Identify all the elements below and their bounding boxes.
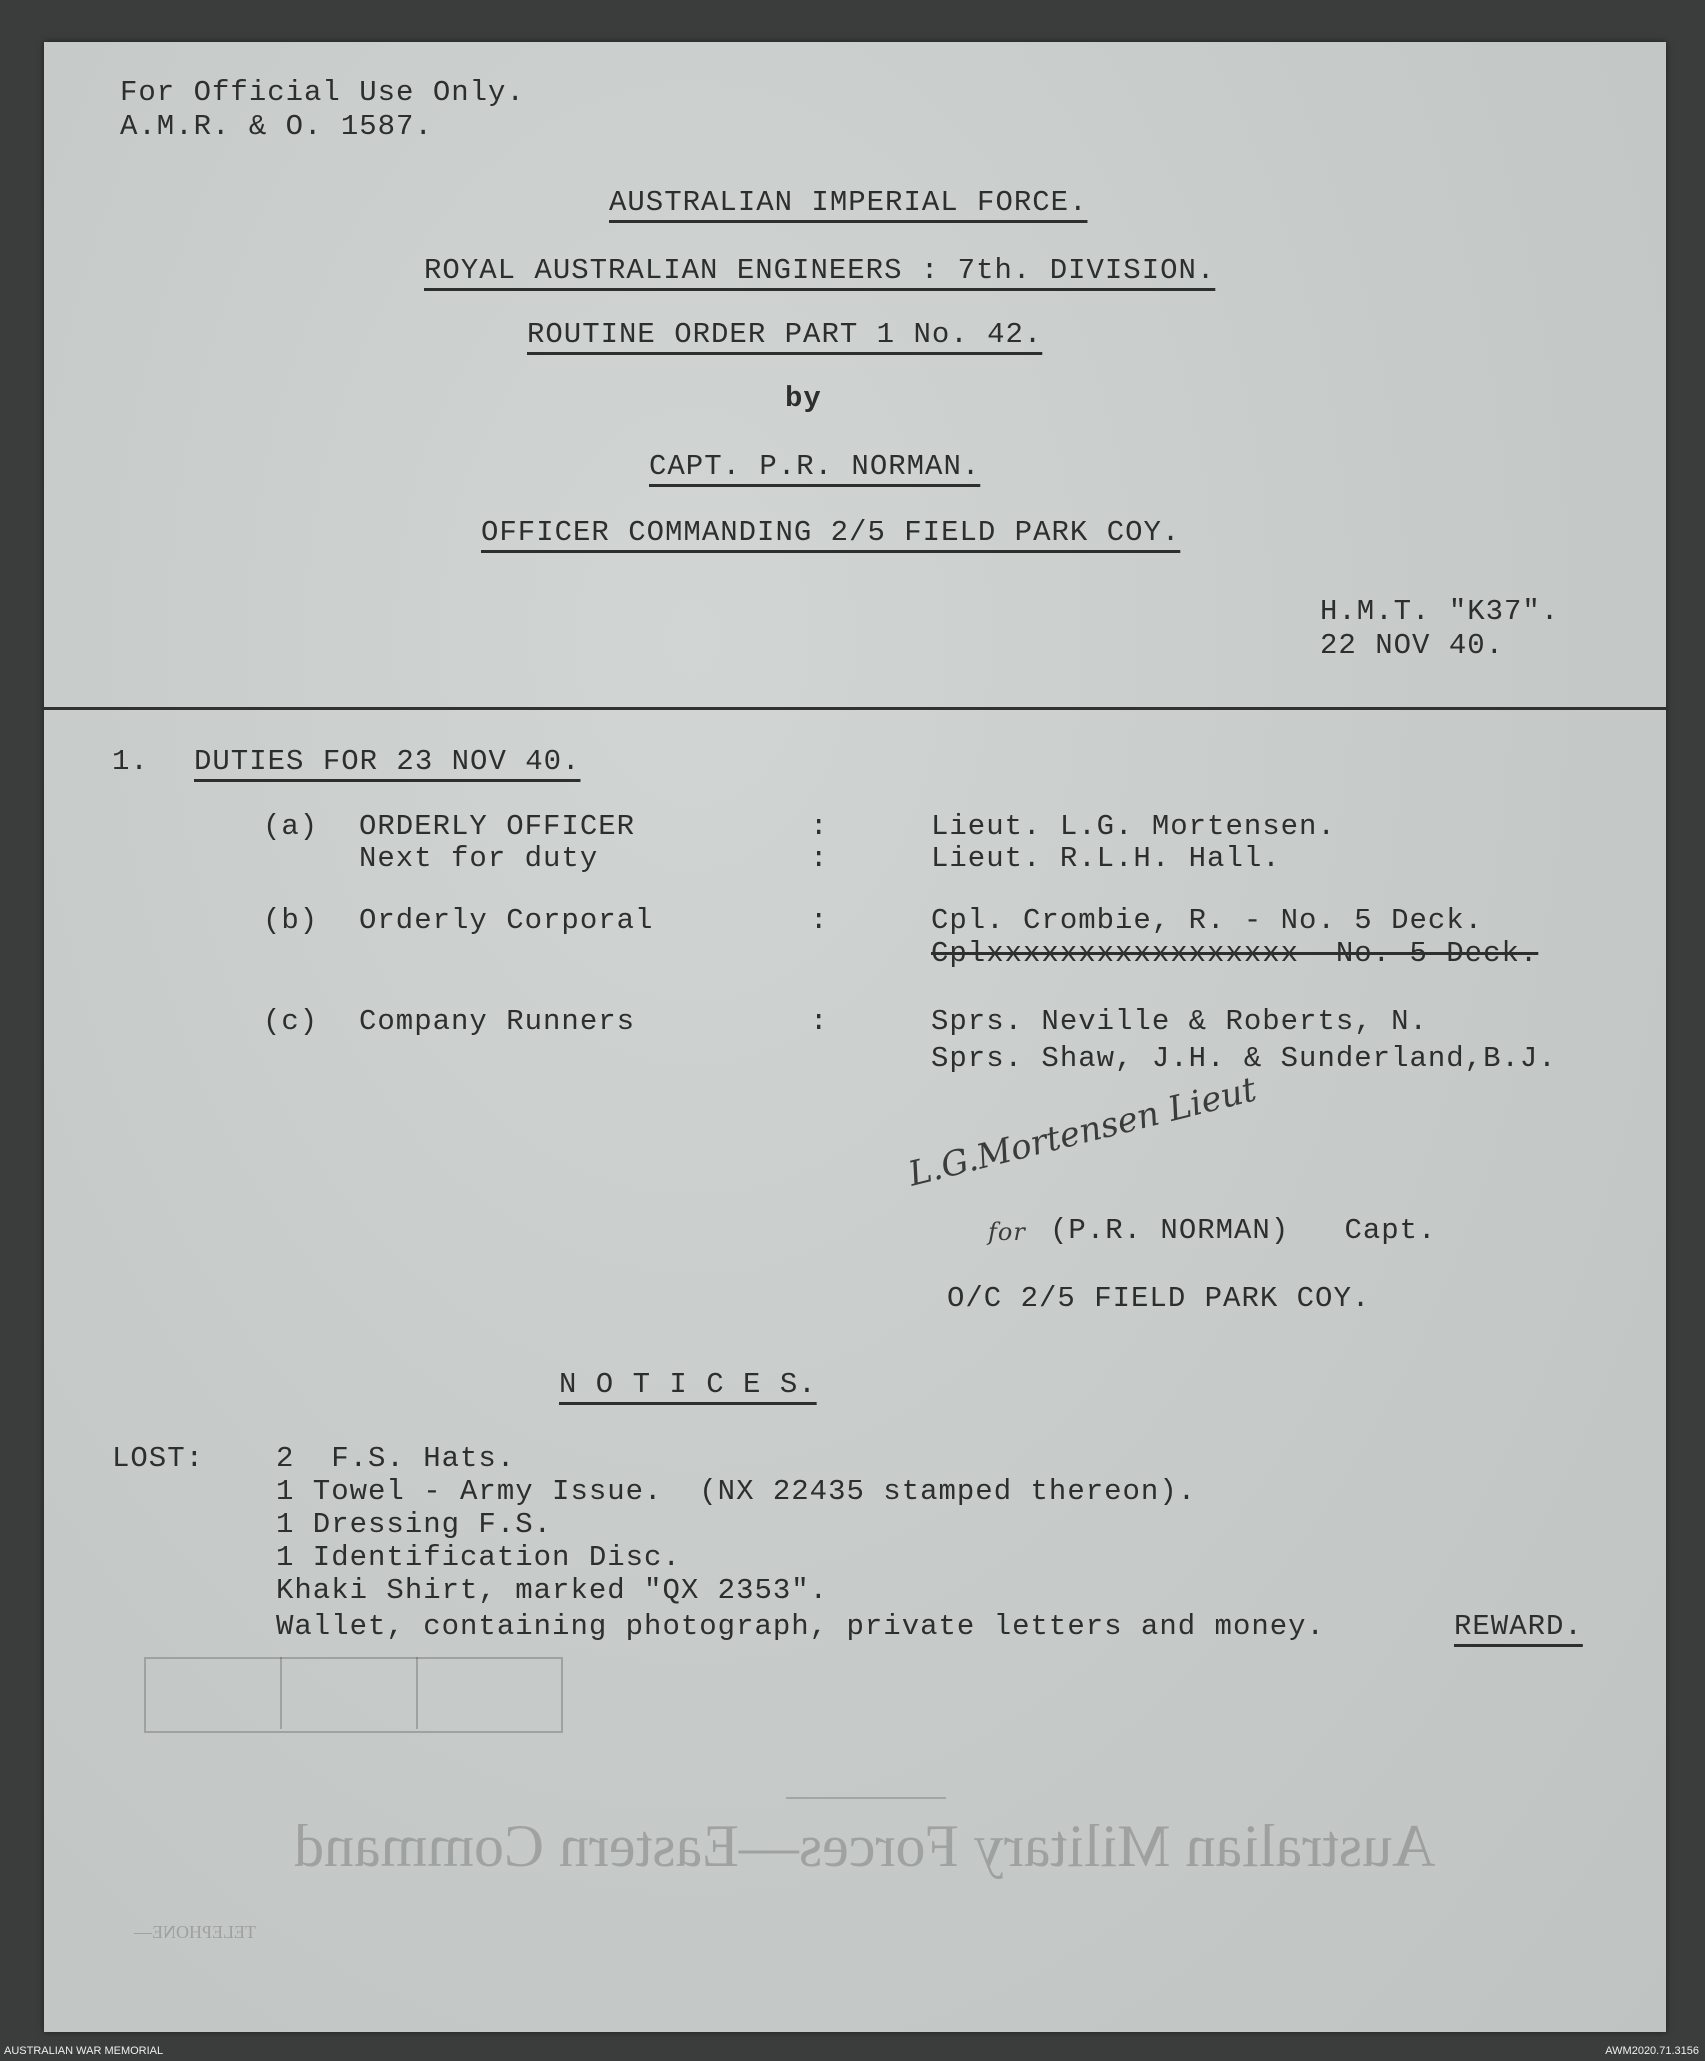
title-commander: CAPT. P.R. NORMAN.: [649, 450, 981, 483]
title-by: by: [785, 382, 822, 415]
title-unit: ROYAL AUSTRALIAN ENGINEERS : 7th. DIVISION.: [424, 254, 1216, 287]
lost-item: 1 Towel - Army Issue. (NX 22435 stamped thereon).: [276, 1475, 1197, 1508]
ship-designation: H.M.T. "K37".: [1320, 595, 1560, 628]
duty-separator: :: [810, 842, 829, 875]
title-role: OFFICER COMMANDING 2/5 FIELD PARK COY.: [481, 516, 1181, 549]
bleed-through-rule: [786, 1797, 946, 1799]
duty-separator: :: [810, 1005, 829, 1038]
duty-separator: :: [810, 810, 829, 843]
lost-item: 2 F.S. Hats.: [276, 1442, 516, 1475]
document-page: [44, 42, 1666, 2032]
official-use-label: For Official Use Only.: [120, 76, 525, 109]
signatory-title: O/C 2/5 FIELD PARK COY.: [947, 1282, 1371, 1315]
duty-value: Lieut. R.L.H. Hall.: [931, 842, 1281, 875]
lost-item: 1 Identification Disc.: [276, 1541, 681, 1574]
lost-item: 1 Dressing F.S.: [276, 1508, 553, 1541]
duty-value: Sprs. Neville & Roberts, N.: [931, 1005, 1428, 1038]
section-heading: DUTIES FOR 23 NOV 40.: [194, 745, 581, 778]
duty-label: ORDERLY OFFICER: [359, 810, 636, 843]
footer-right: AWM2020.71.3156: [1605, 2045, 1699, 2057]
duty-letter: (c): [263, 1005, 319, 1038]
bleed-through-letterhead: Australian Military Forces—Eastern Command: [294, 1813, 1436, 1879]
section-number: 1.: [112, 745, 149, 778]
title-order: ROUTINE ORDER PART 1 No. 42.: [527, 318, 1043, 351]
bleed-through-box: [144, 1657, 563, 1733]
title-force: AUSTRALIAN IMPERIAL FORCE.: [609, 186, 1088, 219]
notices-heading: N O T I C E S.: [559, 1368, 817, 1401]
duty-value: Sprs. Shaw, J.H. & Sunderland,B.J.: [931, 1042, 1557, 1075]
duty-label: Next for duty: [359, 842, 599, 875]
footer-left: AUSTRALIAN WAR MEMORIAL: [4, 2045, 164, 2057]
duty-label: Company Runners: [359, 1005, 636, 1038]
signature-for: for: [988, 1218, 1026, 1246]
duty-letter: (b): [263, 904, 319, 937]
duty-value-struck: Cplxxxxxxxxxxxxxxxxx- No. 5 Deck.: [931, 937, 1539, 970]
lost-item: Khaki Shirt, marked "QX 2353".: [276, 1574, 829, 1607]
duty-separator: :: [810, 904, 829, 937]
duty-value: Cpl. Crombie, R. - No. 5 Deck.: [931, 904, 1484, 937]
lost-item: Wallet, containing photograph, private letters and money.: [276, 1610, 1325, 1643]
lost-label: LOST:: [112, 1442, 205, 1475]
reward-label: REWARD.: [1454, 1610, 1583, 1643]
duty-value: Lieut. L.G. Mortensen.: [931, 810, 1336, 843]
duty-label: Orderly Corporal: [359, 904, 654, 937]
duty-letter: (a): [263, 810, 319, 843]
form-reference: A.M.R. & O. 1587.: [120, 110, 433, 143]
bleed-through-telephone: TELEPHONE—: [134, 1922, 256, 1942]
section-divider: [44, 707, 1666, 710]
order-date: 22 NOV 40.: [1320, 629, 1505, 662]
bleed-through-box-divider: [416, 1657, 418, 1729]
signatory-name: (P.R. NORMAN) Capt.: [1050, 1214, 1437, 1247]
handwritten-signature: L.G.Mortensen Lieut: [904, 1069, 1261, 1195]
bleed-through-box-divider: [280, 1657, 282, 1729]
